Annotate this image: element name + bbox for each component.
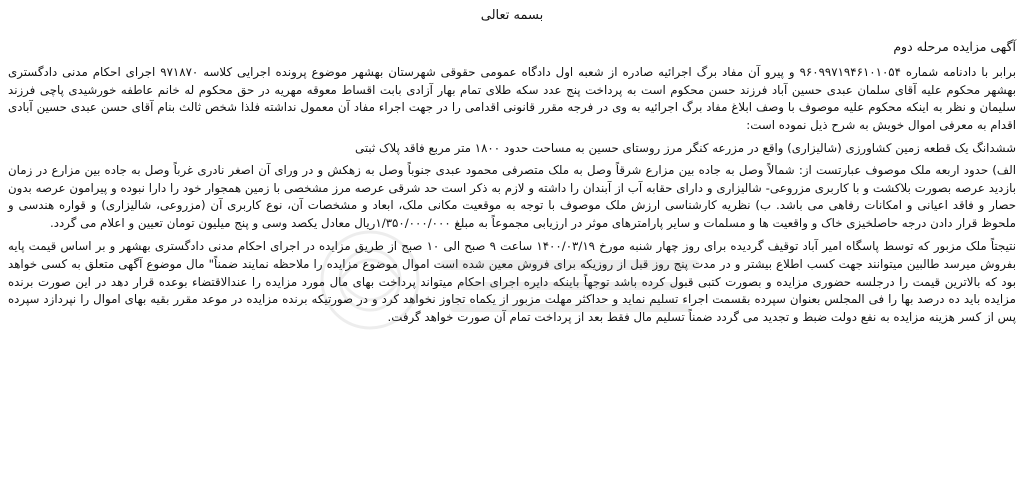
paragraph-auction-terms: نتیجتاً ملک مزبور که توسط پاسگاه امیر آباد توقیف گردیده برای روز چهار شنبه مورخ ۱۴۰۰/۰۳/۱۹ ساعت ۹ صبح الی ۱۰ صبح از طریق مزایده در اجرای احکام مدنی دادگستری بهشهر و بر اساس قیمت پایه بفروش میرسد طالبین میتوانند جهت کسب اطلاع بیشتر و در مدت پنج روز قبل از روزیکه برای فروش معین شده است اموال موضوع مزایده را ملاحظه نمایند ضمناً" مال موضوع آگهی متعلق به کسی خواهد بود که بالاترین قیمت را درجلسه حضوری مزایده و بصورت کتبی قبول کرده باشد توجهاً باینکه دایره اجرای احکام میتواند پرداخت بهای مال مورد مزایده را عندالاقتضاء بوعده قرار دهد در این صورت برنده مزایده باید ده درصد بها را فی المجلس بعنوان سپرده بقسمت اجراء تسلیم نماید و حداکثر مهلت مزبور از یکماه تجاوز نخواهد کرد و در صورتیکه برنده مزایده در موعد مقرر بقیه بهای اموال را نپردازد سپرده پس از کسر هزینه مزایده به نفع دولت ضبط و تجدید می گردد ضمناً تسلیم مال فقط بعد از پرداخت تمام آن صورت خواهد گرفت.: [8, 239, 1016, 324]
paragraph-intro: برابر با دادنامه شماره ۹۶۰۹۹۷۱۹۴۶۱۰۱۰۵۴ و پیرو آن مفاد برگ اجرائیه صادره از شعبه اول دادگاه عمومی حقوقی شهرستان بهشهر موضوع پرونده اجرایی کلاسه ۹۷۱۸۷۰ اجرای احکام مدنی دادگستری بهشهر محکوم علیه آقای سلمان عبدی حسین آباد فرزند حسن محکوم است به پرداخت پنج عدد سکه طلای تمام بهار آزادی بابت اقساط معوقه مهریه در حق محکوم له خانم عاطفه خورشیدی پاچی فرزند سلیمان و نظر به اینکه محکوم علیه موصوف با وصف ابلاغ مفاد برگ اجرائیه به وی در فرجه مقرر قانونی اقدامی را در جهت اجراء مفاد آن معمول نداشته فلذا شخص ثالث بنام آقای حسن عبدی حسین آبادی اقدام به معرفی اموال خویش به شرح ذیل نموده است:: [8, 65, 1016, 132]
paragraph-boundaries-valuation: الف) حدود اربعه ملک موصوف عبارتست از: شمالاً وصل به جاده بین مزارع شرقاً وصل به ملک متصرفی محمود عبدی جنوباً وصل به زهکش و در ورای آن اصغر نادری غرباً وصل به جاده بین مزارع در زمان بازدید عرصه بصورت بلاکشت و با کاربری مزروعی- شالیزاری و دارای حقابه آب از آبندان را داشته و لازم به ذکر است حد شرقی عرصه مرز مشخصی با زمین همجوار خود را دارا نبوده و پیرامون عرصه بدون حصار و فاقد اعیانی و امکانات رفاهی می باشد. ب) نظریه کارشناسی ارزش ملک موصوف با توجه به موقعیت مکانی ملک، ابعاد و مشخصات آن، نوع کاربری آن (مزروعی، شالیزاری) و قواره هندسی و ملحوظ قرار دادن درجه حاصلخیزی خاک و واقعیت ها و مسلمات و سایر پارامترهای موثر در ارزیابی مجموعاً به مبلغ ۱/۳۵۰/۰۰۰/۰۰۰ریال معادل یکصد وسی و پنج میلیون تومان تعیین و اعلام می گردد.: [8, 162, 1016, 230]
ad-title: آگهی مزایده مرحله دوم: [893, 39, 1016, 54]
paragraph-property: ششدانگ یک قطعه زمین کشاورزی (شالیزاری) واقع در مزرعه کنگر مرز روستای حسین به مساحت حدود ۱۸۰۰ متر مربع فاقد پلاک ثبتی: [355, 141, 1016, 156]
document-heading: بسمه تعالی: [480, 8, 544, 23]
